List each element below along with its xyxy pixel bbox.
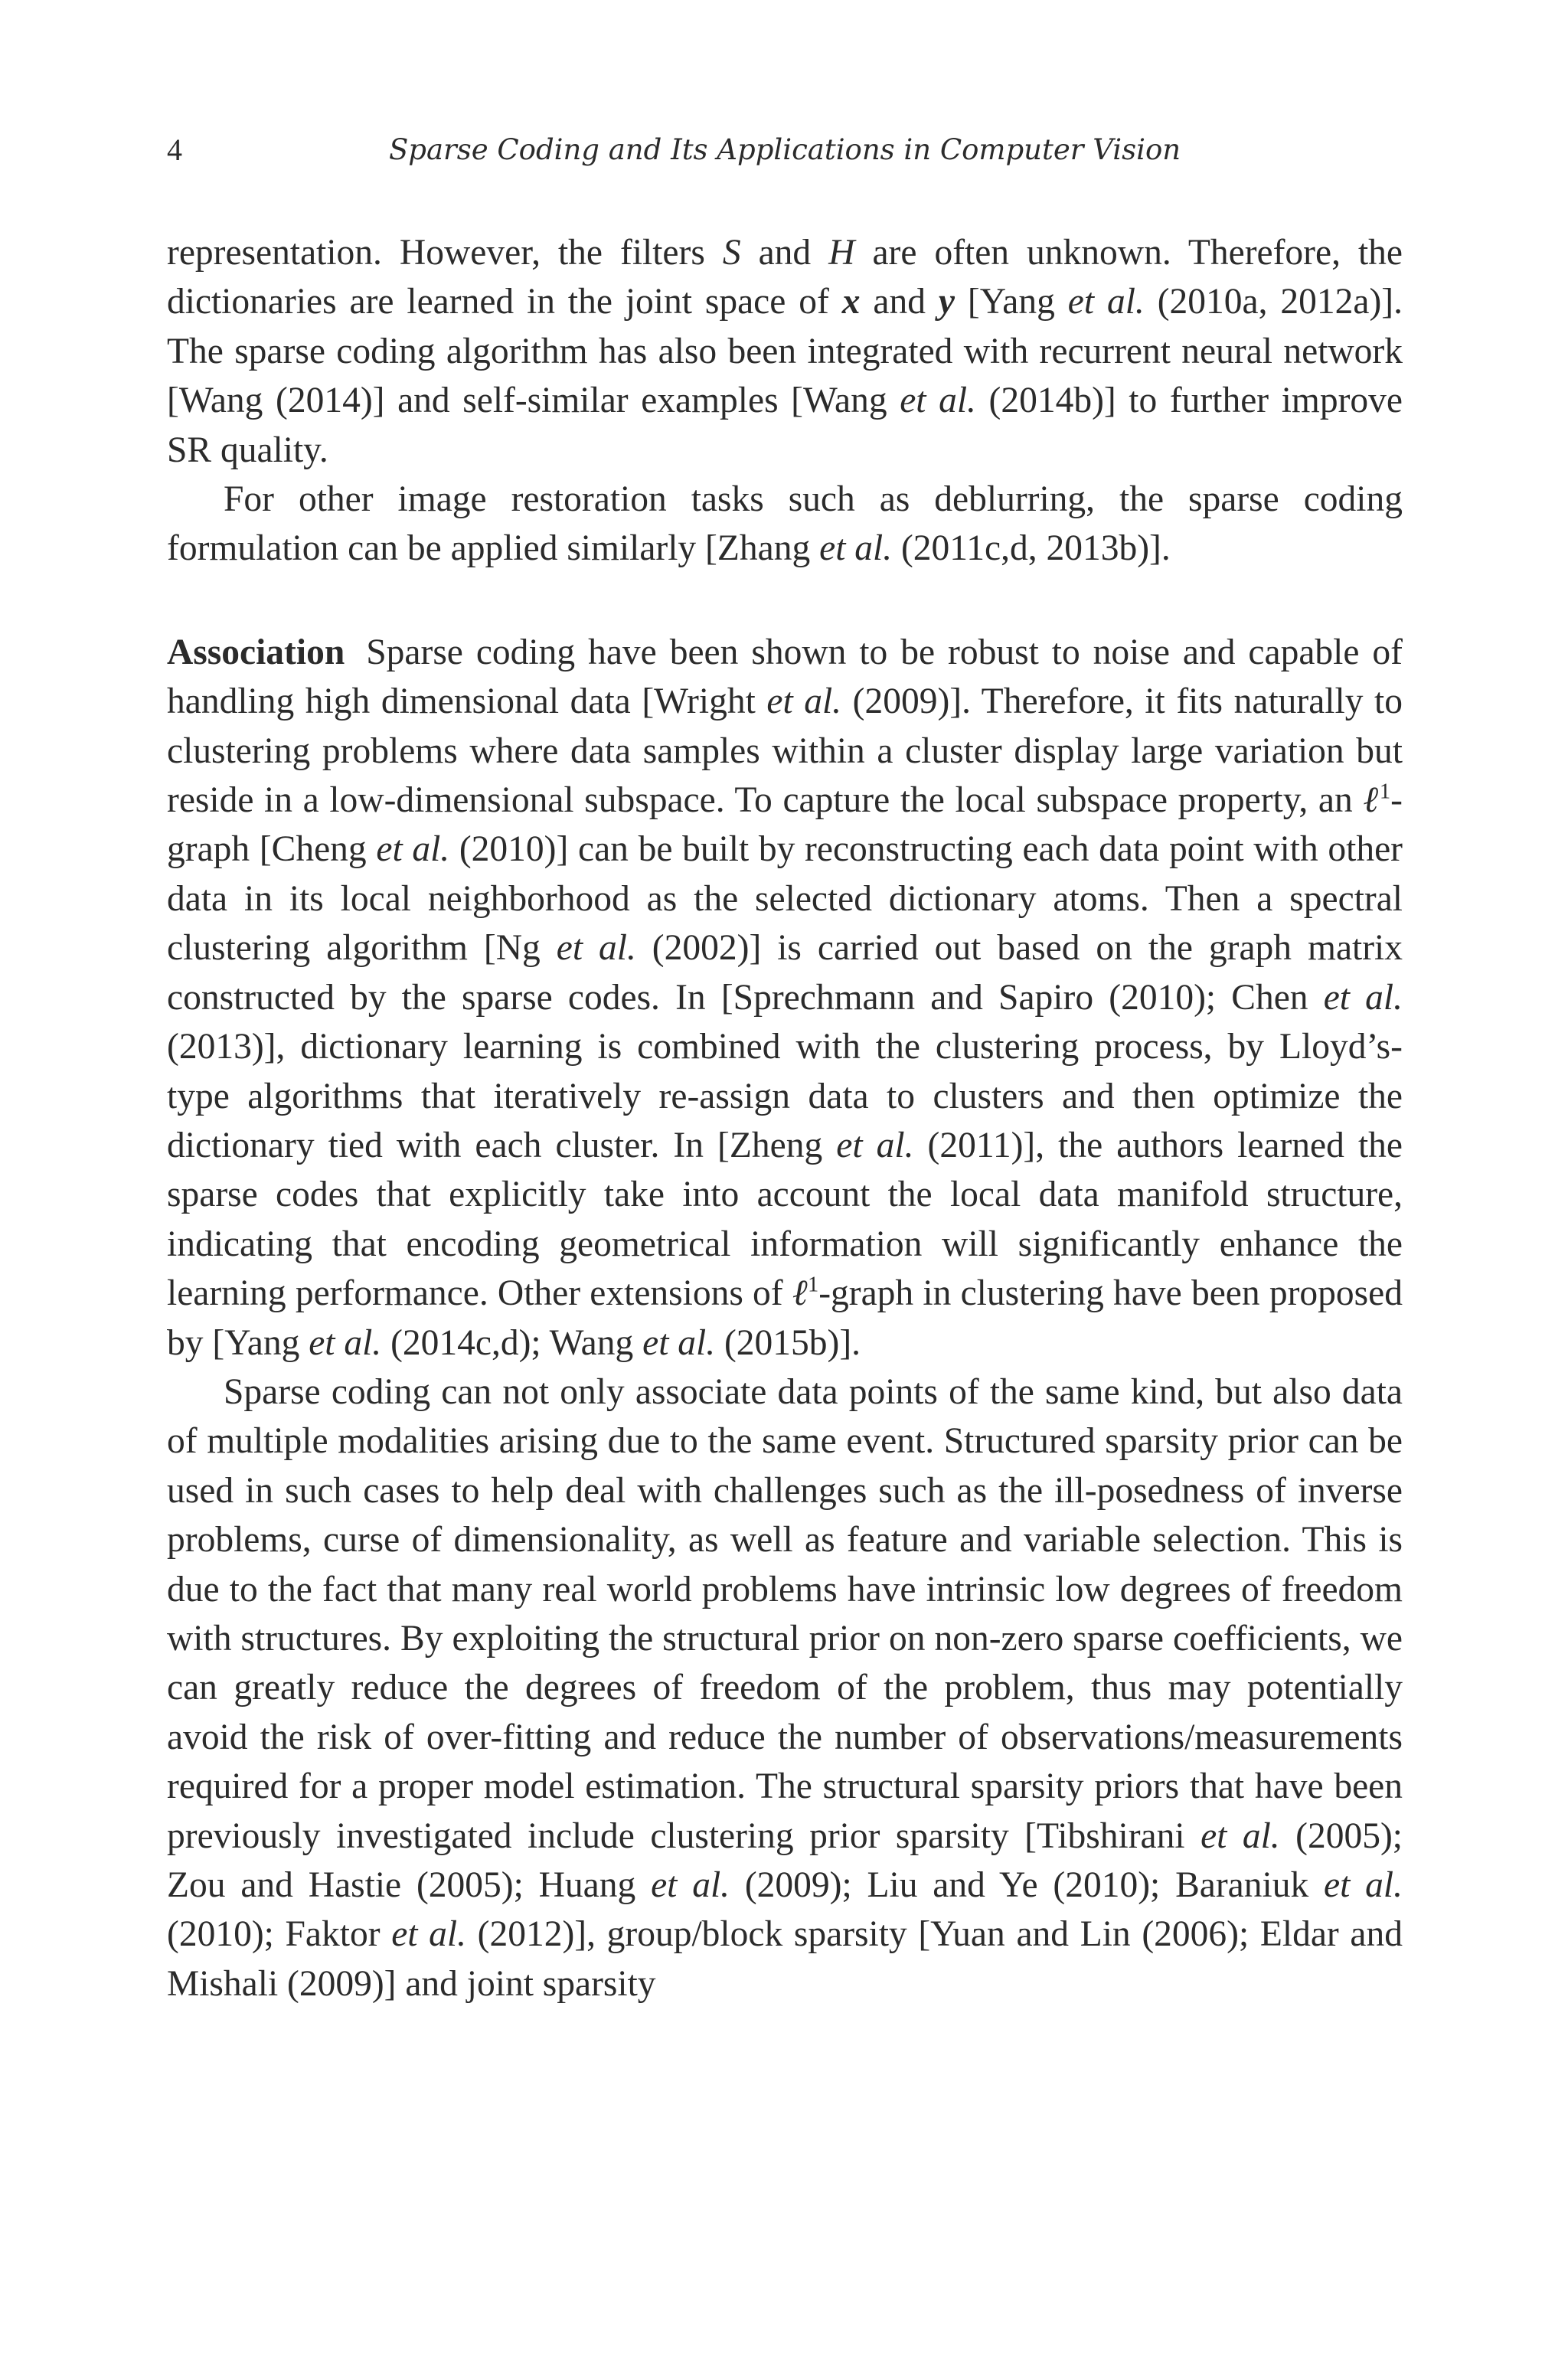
- running-title: Sparse Coding and Its Applications in Computer Vision: [388, 133, 1181, 166]
- citation-et-al: et al.: [556, 928, 636, 969]
- math-vector: y: [938, 282, 955, 322]
- math-symbol: ℓ: [792, 1273, 808, 1314]
- citation-et-al: et al.: [819, 528, 893, 569]
- text-run: and: [860, 282, 939, 322]
- text-run: and: [740, 233, 829, 273]
- text-run: For other image restoration tasks such as deblurring, the sparse coding formulation can be applied similarly [Zhang: [167, 479, 1403, 569]
- text-run: (2011)], the authors learned the sparse codes that explicitly take into account the local data manifold structure, indicating that encoding geometrical information will significantly enhance the learning performance. Other extensions of: [167, 1125, 1403, 1314]
- page-number: 4: [167, 132, 182, 167]
- paragraph-association: [167, 628, 1403, 1368]
- text-run: (2010)] can be built by reconstructing each data point with other data in its local neighborhood as the selected dictionary atoms. Then a spectral clustering algorithm [Ng: [167, 829, 1403, 969]
- citation-et-al: et al.: [642, 1322, 716, 1363]
- paragraph-restoration: [167, 475, 1403, 574]
- text-run: Sparse coding can not only associate data points of the same kind, but also data of multiple modalities arising due to the same event. Structured sparsity prior can be used in such cases to help deal with challenges such as the ill-posedness of inverse problems, curse of dimensionality, as well as feature and variable selection. This is due to the fact that many real world problems have intrinsic low degrees of freedom with structures. By exploiting the structural prior on non-zero sparse coefficients, we can greatly reduce the degrees of freedom of the problem, thus may potentially avoid the risk of over-fitting and reduce the number of observations/measurements required for a proper model estimation. The structural sparsity priors that have been previously investigated include clustering prior sparsity [Tibshirani: [167, 1371, 1403, 1856]
- text-run: (2015b)].: [715, 1322, 861, 1363]
- citation-et-al: et al.: [1324, 1865, 1403, 1905]
- paragraph-heading: Association: [167, 632, 345, 672]
- text-run: (2013)], dictionary learning is combined with the clustering process, by Lloyd’s-type algorithms that iteratively re-assign data to clusters and then optimize the dictionary tied with each cluster. In [Zheng: [167, 1027, 1403, 1165]
- citation-et-al: et al.: [651, 1865, 730, 1905]
- citation-et-al: et al.: [376, 829, 450, 870]
- citation-et-al: et al.: [766, 681, 842, 722]
- text-run: (2010); Faktor: [167, 1914, 392, 1955]
- text-run: (2012)], group/block sparsity [Yuan and Lin (2006); Eldar and Mishali (2009)] and joint sparsity: [167, 1914, 1403, 2004]
- citation-et-al: et al.: [900, 381, 976, 421]
- text-run: are often unknown. Therefore, the dictionaries are learned in the joint space of: [167, 233, 1403, 322]
- paragraph-structured-sparsity: [167, 1368, 1403, 2008]
- body-text: [167, 228, 1403, 2008]
- text-run: (2014c,d); Wang: [381, 1322, 643, 1363]
- math-symbol: ℓ: [1363, 780, 1380, 821]
- math-symbol: H: [828, 233, 855, 273]
- paragraph-sr-continuation: [167, 228, 1403, 475]
- text-run: [Yang: [955, 282, 1068, 322]
- text-run: (2002)] is carried out based on the graph matrix constructed by the sparse codes. In [Sprechmann and Sapiro (2010); Chen: [167, 928, 1403, 1018]
- math-vector: x: [841, 282, 861, 322]
- math-superscript: 1: [1379, 779, 1391, 804]
- citation-et-al: et al.: [836, 1125, 914, 1165]
- math-superscript: 1: [807, 1273, 819, 1297]
- text-run: (2005); Zou and Hastie (2005); Huang: [167, 1815, 1403, 1905]
- math-symbol: S: [722, 233, 741, 273]
- text-run: -graph [Cheng: [167, 780, 1403, 870]
- running-head: [167, 129, 1403, 172]
- text-run: (2011c,d, 2013b)].: [892, 528, 1171, 569]
- citation-et-al: et al.: [1323, 977, 1403, 1018]
- citation-et-al: et al.: [1200, 1815, 1280, 1856]
- text-run: -graph in clustering have been proposed by [Yang: [167, 1273, 1403, 1363]
- text-run: (2014b)] to further improve SR quality.: [167, 381, 1403, 470]
- citation-et-al: et al.: [309, 1322, 382, 1363]
- text-run: (2009)]. Therefore, it fits naturally to clustering problems where data samples within a cluster display large variation but reside in a low-dimensional subspace. To capture the local subspace property, an: [167, 681, 1403, 821]
- text-run: (2010a, 2012a)]. The sparse coding algorithm has also been integrated with recurrent neural network [Wang (2014)] and self-similar examples [Wang: [167, 282, 1403, 421]
- citation-et-al: et al.: [1067, 282, 1145, 322]
- text-run: (2009); Liu and Ye (2010); Baraniuk: [730, 1865, 1325, 1905]
- citation-et-al: et al.: [391, 1914, 466, 1955]
- text-run: Sparse coding have been shown to be robust to noise and capable of handling high dimensional data [Wright: [167, 632, 1403, 722]
- text-run: representation. However, the filters: [167, 233, 723, 273]
